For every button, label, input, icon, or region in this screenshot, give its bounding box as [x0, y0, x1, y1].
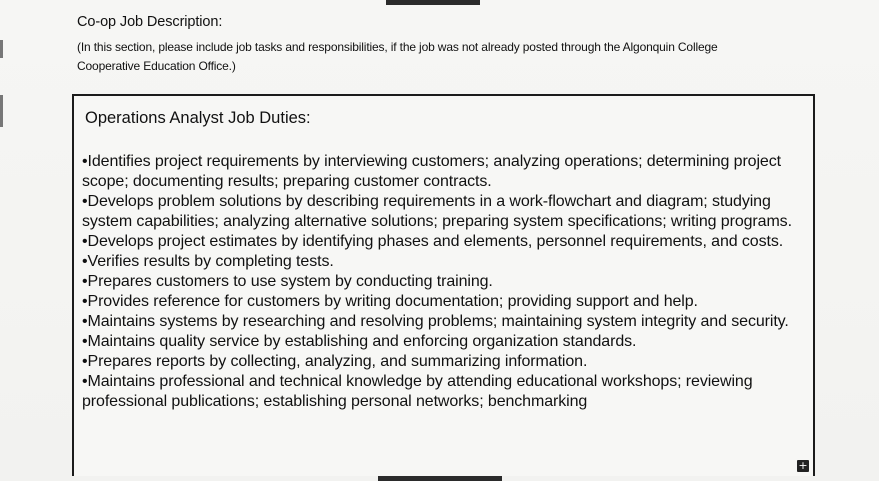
list-item: •Develops project estimates by identifying phases and elements, personnel requirements, and costs. — [82, 233, 784, 250]
list-item: •Maintains professional and technical knowledge by attending educational workshops; reviewing professional publications; establishing personal networks; benchmarking — [82, 373, 753, 410]
job-duties-title: Operations Analyst Job Duties: — [85, 109, 311, 127]
list-item: •Maintains systems by researching and resolving problems; maintaining system integrity and security. — [82, 313, 789, 330]
plus-icon[interactable]: + — [798, 459, 808, 472]
job-duties-box[interactable] — [72, 94, 815, 476]
list-item: •Maintains quality service by establishing and enforcing organization standards. — [82, 333, 637, 350]
left-edge-mark — [0, 95, 3, 127]
job-duties-list — [82, 152, 806, 412]
list-item: •Develops problem solutions by describing requirements in a work-flowchart and diagram; studying system capabilities; analyzing alternative solutions; preparing system specifications; writing programs. — [82, 193, 792, 230]
form-heading: Co-op Job Description: — [77, 14, 223, 30]
list-item: •Identifies project requirements by interviewing customers; analyzing operations; determining project scope; documenting results; preparing customer contracts. — [82, 153, 781, 190]
list-item: •Prepares customers to use system by conducting training. — [82, 273, 493, 290]
list-item: •Verifies results by completing tests. — [82, 253, 334, 270]
list-item: •Provides reference for customers by writing documentation; providing support and help. — [82, 293, 698, 310]
bottom-edge-tab — [378, 476, 502, 481]
list-item: •Prepares reports by collecting, analyzing, and summarizing information. — [82, 353, 588, 370]
left-edge-mark — [0, 40, 3, 58]
form-instruction: (In this section, please include job tasks and responsibilities, if the job was not already posted through the Algonquin College Cooperative Education Office.) — [77, 40, 718, 73]
top-edge-tab — [386, 0, 480, 5]
